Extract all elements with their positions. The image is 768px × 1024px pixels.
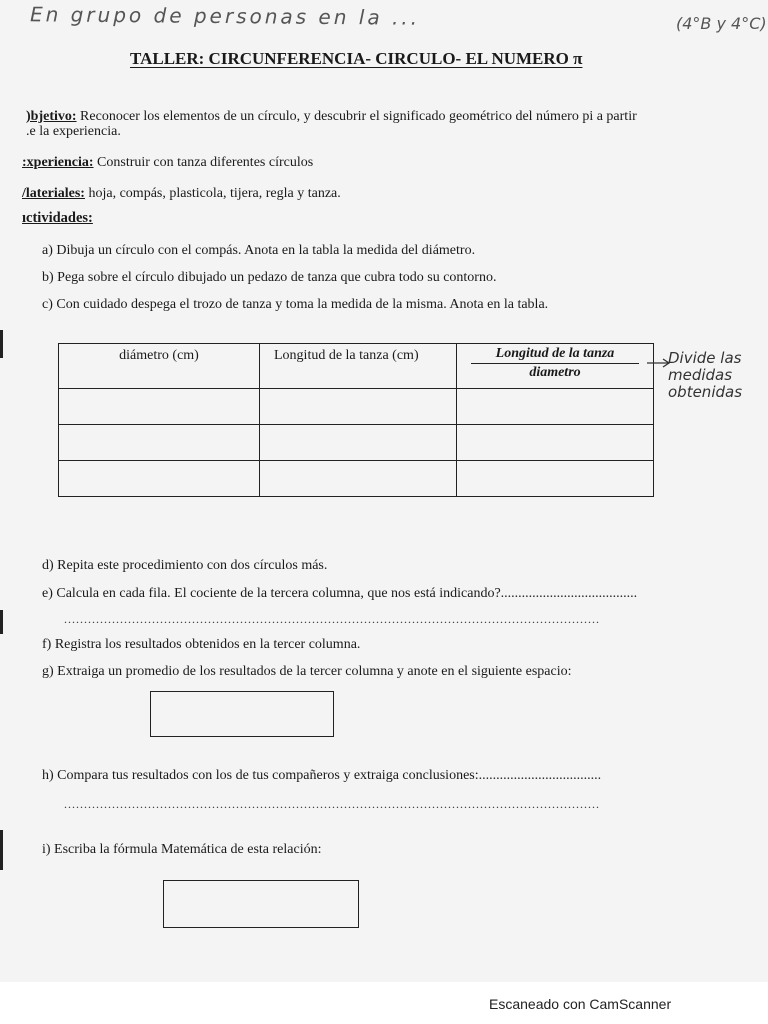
table-row [59, 425, 654, 461]
answer-line-e[interactable]: ...................................................................................................................................... [64, 612, 600, 626]
average-answer-box[interactable] [150, 691, 334, 737]
header-tanza-length [260, 344, 457, 389]
activity-g: g) Extraiga un promedio de los resultados de la tercer columna y anote en el siguiente espacio: [42, 664, 572, 679]
scan-edge-mark [0, 330, 3, 358]
activity-h: h) Compara tus resultados con los de tus compañeros y extraiga conclusiones:................................... [42, 768, 602, 783]
formula-answer-box[interactable] [163, 880, 359, 928]
answer-line-h[interactable]: ...................................................................................................................................... [64, 797, 600, 811]
header-scribble: En grupo de personas en la ... [29, 2, 421, 30]
table-cell[interactable] [456, 425, 653, 461]
table-cell[interactable] [59, 461, 260, 497]
scan-edge-mark [0, 610, 3, 634]
objective-text-1: Reconocer los elementos de un círculo, y descubrir el significado geométrico del número pi a partir [76, 109, 637, 124]
scan-edge-mark [0, 830, 3, 870]
table-row [59, 461, 654, 497]
header-diameter [59, 344, 260, 389]
table-cell[interactable] [456, 461, 653, 497]
activity-e-text: e) Calcula en cada fila. El cociente de la tercera columna, que nos está indicando?....................................... [42, 586, 638, 601]
activity-f: f) Registra los resultados obtenidos en la tercer columna. [42, 637, 361, 652]
activity-b: b) Pega sobre el círculo dibujado un pedazo de tanza que cubra todo su contorno. [42, 270, 497, 285]
table-cell[interactable] [260, 425, 457, 461]
table-row [59, 389, 654, 425]
experience-label: :xperiencia: [22, 155, 94, 170]
activity-e [42, 586, 637, 602]
ratio-numerator: Longitud de la tanza [471, 346, 639, 364]
table-cell[interactable] [59, 389, 260, 425]
table-cell[interactable] [59, 425, 260, 461]
table-cell[interactable] [260, 389, 457, 425]
objective-label: )bjetivo: [26, 109, 77, 124]
header-ratio [456, 344, 653, 389]
handwritten-annotation: Divide las medidas obtenidas [668, 349, 743, 401]
table-cell[interactable] [260, 461, 457, 497]
header-grade-note: (4°B y 4°C) [676, 14, 767, 33]
objective-text-2: .e la experiencia. [26, 124, 121, 139]
activity-i: i) Escriba la fórmula Matemática de esta relación: [42, 842, 322, 857]
ratio-denominator: diametro [529, 365, 581, 380]
table-header-row [59, 344, 654, 389]
experience-text: Construir con tanza diferentes círculos [93, 155, 314, 170]
scanner-watermark: Escaneado con CamScanner [489, 996, 672, 1012]
experience-line [22, 155, 313, 171]
header-tanza-length-label: Longitud de la tanza (cm) [274, 348, 419, 363]
materials-text: hoja, compás, plasticola, tijera, regla y tanza. [84, 186, 341, 201]
activity-c: c) Con cuidado despega el trozo de tanza y toma la medida de la misma. Anota en la tabla. [42, 297, 549, 312]
page-title: TALLER: CIRCUNFERENCIA- CIRCULO- EL NUMERO π [130, 49, 583, 68]
table-cell[interactable] [456, 389, 653, 425]
activity-a: a) Dibuja un círculo con el compás. Anota en la tabla la medida del diámetro. [42, 243, 476, 258]
materials-line [22, 186, 341, 202]
materials-label: /lateriales: [22, 186, 85, 201]
objective-line-1 [26, 109, 637, 125]
activities-heading: ıctividades: [22, 210, 93, 226]
measurement-table [58, 343, 654, 497]
activity-d: d) Repita este procedimiento con dos círculos más. [42, 558, 328, 573]
header-diameter-label: diámetro (cm) [119, 348, 199, 363]
ratio-fraction [457, 346, 653, 381]
